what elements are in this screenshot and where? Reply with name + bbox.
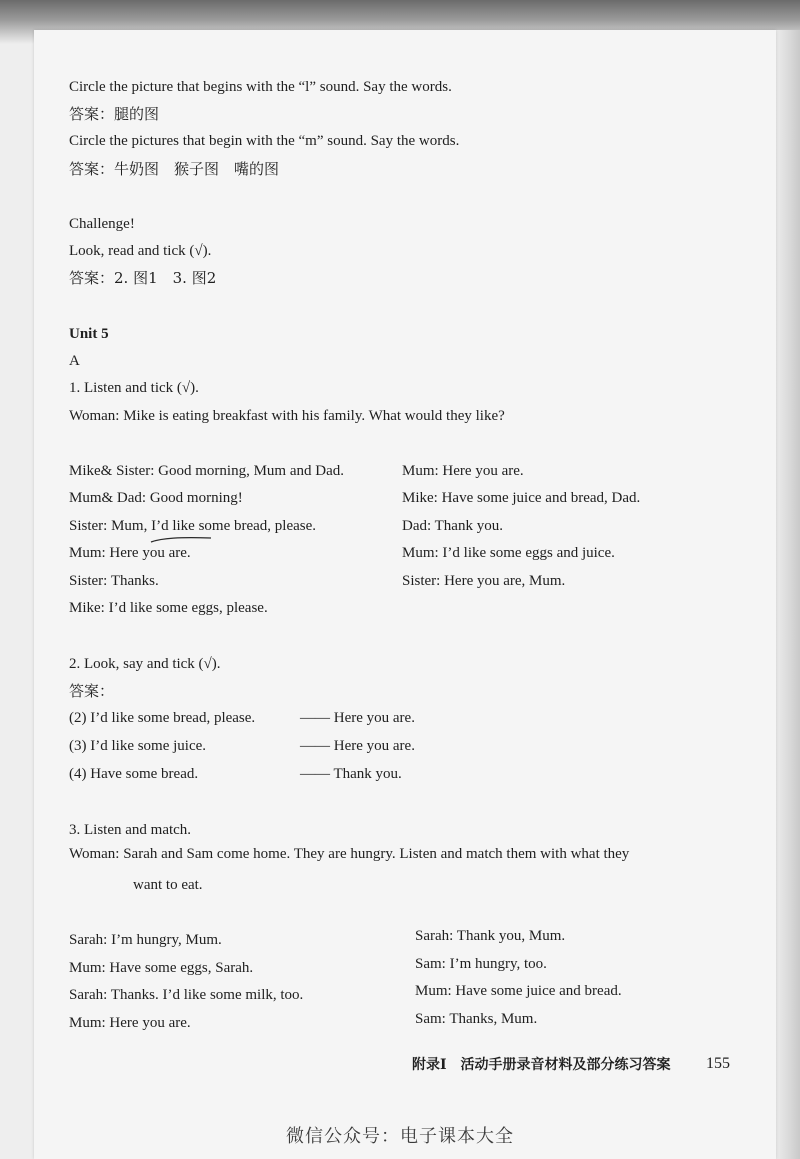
ex3-left-line: Sarah: Thanks. I’d like some milk, too. xyxy=(69,987,304,1003)
ex3-left-line: Mum: Have some eggs, Sarah. xyxy=(69,960,254,976)
ex3-right-line: Sam: I’m hungry, too. xyxy=(415,956,547,972)
ex2-question: (4) Have some bread. xyxy=(69,766,199,782)
ex1-title: 1. Listen and tick (√). xyxy=(69,380,199,396)
ex2-answer-label: 答案： xyxy=(69,682,115,700)
ex1-left-line: Mum: Here you are. xyxy=(69,545,191,561)
ex3-intro: Woman: Sarah and Sam come home. They are hungry. Listen and match them with what they xyxy=(69,846,630,862)
challenge-answer: 答案：2. 图1 3. 图2 xyxy=(69,269,217,287)
challenge-title: Challenge! xyxy=(69,216,135,232)
ex3-right-line: Sarah: Thank you, Mum. xyxy=(415,928,566,944)
ex3-right-line: Sam: Thanks, Mum. xyxy=(415,1011,538,1027)
m-sound-instruction: Circle the pictures that begin with the “m” sound. Say the words. xyxy=(69,133,460,149)
challenge-instruction: Look, read and tick (√). xyxy=(69,243,212,259)
ex3-title: 3. Listen and match. xyxy=(69,822,192,838)
m-sound-answer: 答案：牛奶图 猴子图 嘴的图 xyxy=(69,160,280,178)
ex1-left-line: Mike& Sister: Good morning, Mum and Dad. xyxy=(69,463,344,479)
ex1-right-line: Mum: I’d like some eggs and juice. xyxy=(402,545,615,561)
ex3-left-line: Mum: Here you are. xyxy=(69,1015,191,1031)
ex1-left-line: Sister: Mum, I’d like some bread, please. xyxy=(69,518,317,534)
l-sound-answer: 答案：腿的图 xyxy=(69,105,160,123)
scan-right-edge xyxy=(774,30,800,1159)
ex1-left-line: Mike: I’d like some eggs, please. xyxy=(69,600,268,616)
ex1-left-line: Sister: Thanks. xyxy=(69,573,159,589)
pen-underline-mark xyxy=(150,536,212,544)
ex3-right-line: Mum: Have some juice and bread. xyxy=(415,983,622,999)
page-number: 155 xyxy=(706,1055,730,1072)
section-label: A xyxy=(69,353,80,369)
ex2-response: —— Here you are. xyxy=(300,738,415,754)
ex3-intro-continued: want to eat. xyxy=(133,877,203,893)
ex1-right-line: Mum: Here you are. xyxy=(402,463,524,479)
ex2-title: 2. Look, say and tick (√). xyxy=(69,656,221,672)
ex2-question: (2) I’d like some bread, please. xyxy=(69,710,256,726)
ex2-response: —— Here you are. xyxy=(300,710,415,726)
ex2-question: (3) I’d like some juice. xyxy=(69,738,207,754)
ex1-left-line: Mum& Dad: Good morning! xyxy=(69,490,243,506)
ex1-right-line: Sister: Here you are, Mum. xyxy=(402,573,566,589)
ex1-right-line: Dad: Thank you. xyxy=(402,518,503,534)
running-footer-title: 附录I 活动手册录音材料及部分练习答案 xyxy=(412,1057,671,1073)
ex1-intro: Woman: Mike is eating breakfast with his family. What would they like? xyxy=(69,408,505,424)
ex1-right-line: Mike: Have some juice and bread, Dad. xyxy=(402,490,641,506)
unit-title: Unit 5 xyxy=(69,326,109,342)
l-sound-instruction: Circle the picture that begins with the “l” sound. Say the words. xyxy=(69,79,452,95)
ex3-left-line: Sarah: I’m hungry, Mum. xyxy=(69,932,222,948)
ex2-response: —— Thank you. xyxy=(300,766,402,782)
wechat-watermark: 微信公众号：电子课本大全 xyxy=(286,1126,514,1147)
